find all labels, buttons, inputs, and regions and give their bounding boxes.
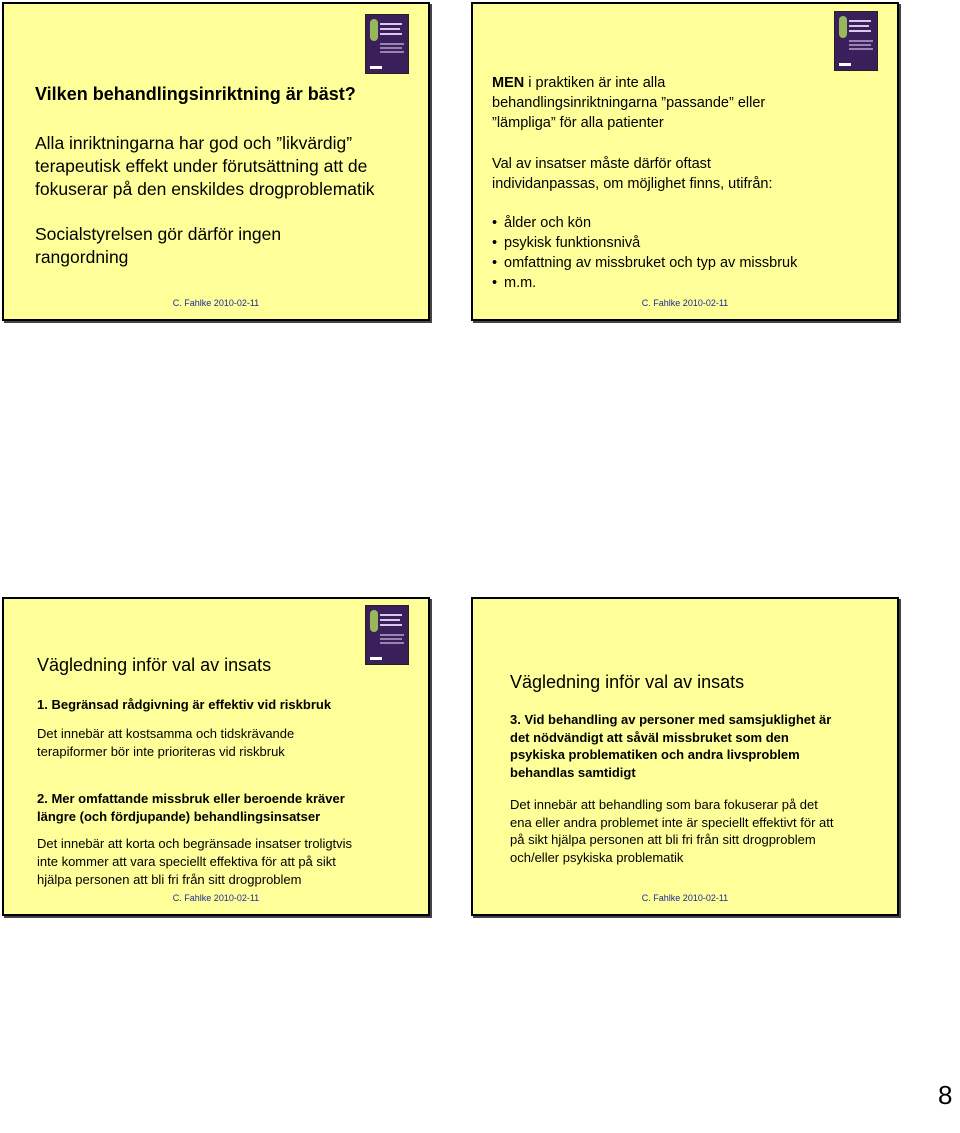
guideline-heading-3 (510, 711, 831, 781)
text-fragment: i praktiken är inte alla (524, 75, 666, 91)
text-line: hjälpa personen att bli fri från sitt drogproblem (37, 872, 302, 887)
slide-4 (471, 597, 899, 916)
slide-footer: C. Fahlke 2010-02-11 (172, 893, 260, 903)
slide-title: Vilken behandlingsinriktning är bäst? (35, 84, 356, 104)
emphasis: MEN (492, 75, 525, 91)
slide-1 (2, 2, 430, 321)
book-cover-icon (834, 11, 878, 71)
list-item-text: omfattning av missbruket och typ av missbruk (504, 255, 798, 271)
slide-paragraph-1 (35, 132, 375, 201)
text-line: ena eller andra problemet inte är speciellt effektivt för att (510, 814, 834, 830)
slide-3 (2, 597, 430, 916)
text-line: terapeutisk effekt under förutsättning att de (35, 156, 368, 176)
guideline-text-1 (37, 725, 294, 761)
text-line: längre (och fördjupande) behandlingsinsatser (37, 809, 321, 824)
guideline-text-3 (510, 796, 834, 866)
text-line: behandlingsinriktningarna ”passande” eller (492, 95, 766, 111)
text-line: Det innebär att korta och begränsade insatser troligtvis (37, 836, 353, 851)
text-line: ”lämpliga” för alla patienter (492, 115, 664, 131)
bullet-icon: • (492, 215, 498, 231)
slide-2 (471, 2, 899, 321)
page-number: 8 (938, 1080, 953, 1110)
text-line: 3. Vid behandling av personer med samsjuklighet är (510, 712, 832, 727)
slide-paragraph-2 (492, 154, 772, 194)
text-line: behandlas samtidigt (510, 764, 636, 780)
book-cover-icon (365, 14, 409, 74)
list-item-text: psykisk funktionsnivå (504, 235, 641, 251)
slide-title: Vägledning inför val av insats (510, 672, 745, 692)
slide-footer: C. Fahlke 2010-02-11 (641, 893, 729, 903)
slide-title: Vägledning inför val av insats (37, 655, 272, 675)
text-line (492, 73, 765, 93)
text-line: individanpassas, om möjlighet finns, utifrån: (492, 176, 773, 192)
list-item (492, 213, 797, 233)
bullet-list (492, 213, 797, 293)
list-item (492, 273, 797, 293)
text-line: rangordning (35, 247, 129, 267)
list-item-text: ålder och kön (504, 215, 592, 231)
text-line: det nödvändigt att såväl missbruket som den (510, 729, 789, 745)
guideline-text-2 (37, 835, 352, 889)
text-line: Alla inriktningarna har god och ”likvärdig” (35, 133, 353, 153)
bullet-icon: • (492, 275, 498, 291)
text-line: på sikt hjälpa personen att bli fri från sitt drogproblem (510, 832, 816, 847)
text-line: terapiformer bör inte prioriteras vid riskbruk (37, 744, 285, 759)
text-line: Det innebär att kostsamma och tidskrävande (37, 726, 295, 741)
text-line: och/eller psykiska problematik (510, 849, 684, 865)
guideline-heading-2 (37, 790, 345, 826)
slide-paragraph-2 (35, 223, 281, 269)
list-item (492, 253, 797, 273)
list-item-text: m.m. (504, 275, 537, 291)
text-line: Socialstyrelsen gör därför ingen (35, 224, 282, 244)
bullet-icon: • (492, 235, 498, 251)
guideline-heading-1: 1. Begränsad rådgivning är effektiv vid riskbruk (37, 697, 332, 712)
text-line: 2. Mer omfattande missbruk eller beroende kräver (37, 791, 345, 806)
text-line: psykiska problematiken och andra livsproblem (510, 747, 800, 762)
book-cover-icon (365, 605, 409, 665)
text-line: inte kommer att vara speciellt effektiva för att på sikt (37, 854, 336, 869)
bullet-icon: • (492, 255, 498, 271)
slide-footer: C. Fahlke 2010-02-11 (641, 298, 729, 308)
list-item (492, 233, 797, 253)
text-line: Det innebär att behandling som bara fokuserar på det (510, 797, 818, 812)
slide-paragraph-1 (492, 73, 765, 133)
text-line: fokuserar på den enskildes drogproblematik (35, 179, 375, 199)
slide-footer: C. Fahlke 2010-02-11 (172, 298, 260, 308)
text-line: Val av insatser måste därför oftast (492, 156, 711, 172)
